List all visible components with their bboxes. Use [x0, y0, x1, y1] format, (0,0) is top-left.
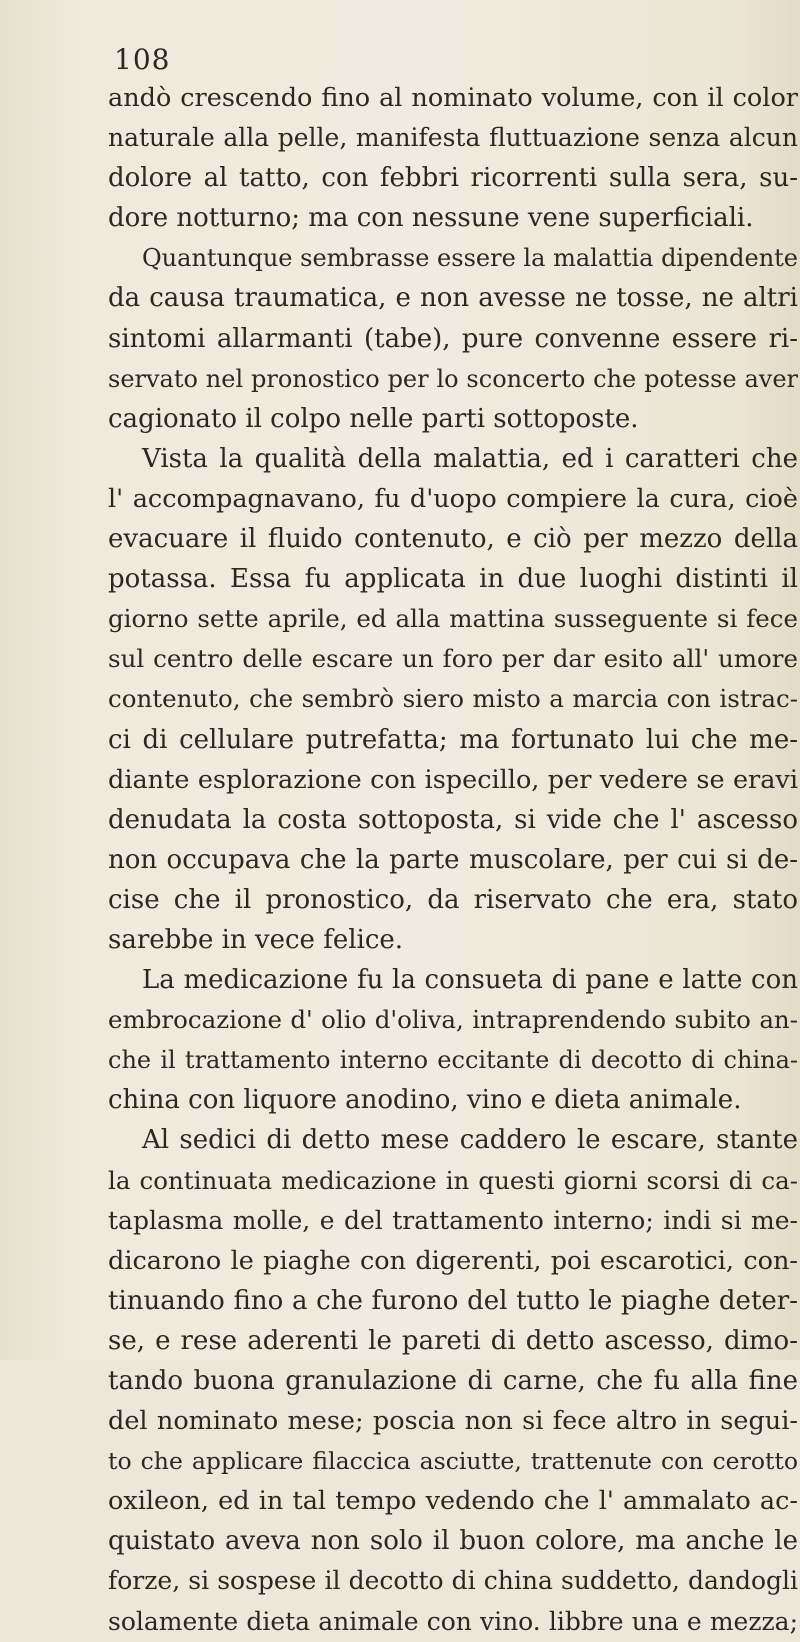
text-line: la continuata medicazione in questi giorni scorsi di ca- [108, 1165, 798, 1195]
page-number: 108 [114, 43, 171, 76]
text-line: naturale alla pelle, manifesta fluttuazione senza alcun [108, 123, 798, 153]
text-line: cagionato il colpo nelle parti sottoposte. [108, 403, 639, 434]
text-line: tinuando fino a che furono del tutto le piaghe deter- [108, 1285, 798, 1316]
text-line: evacuare il fluido contenuto, e ciò per mezzo della [108, 524, 798, 555]
text-line: ci di cellulare putrefatta; ma fortunato lui che me- [108, 724, 798, 755]
text-line: embrocazione d' olio d'oliva, intraprendendo subito an- [108, 1005, 798, 1035]
text-line: tando buona granulazione di carne, che fu alla fine [108, 1366, 798, 1396]
text-line: sintomi allarmanti (tabe), pure convenne essere ri- [108, 323, 798, 354]
text-line: diante esplorazione con ispecillo, per vedere se eravi [108, 764, 798, 795]
text-line: china con liquore anodino, vino e dieta animale. [108, 1085, 742, 1116]
text-line: Vista la qualità della malattia, ed i caratteri che [142, 443, 798, 474]
text-line: quistato aveva non solo il buon colore, ma anche le [108, 1526, 798, 1557]
text-line: se, e rese aderenti le pareti di detto ascesso, dimo- [108, 1325, 798, 1356]
text-line: dicarono le piaghe con digerenti, poi escarotici, con- [108, 1245, 798, 1276]
text-line: to che applicare filaccica asciutte, trattenute con cerotto [108, 1447, 798, 1476]
text-line: andò crescendo fino al nominato volume, con il color [108, 83, 798, 113]
text-line: oxileon, ed in tal tempo vedendo che l' ammalato ac- [108, 1486, 798, 1517]
text-line: Quantunque sembrasse essere la malattia dipendente [142, 244, 798, 273]
body-text [108, 78, 798, 1642]
text-line: dolore al tatto, con febbri ricorrenti sulla sera, su- [108, 163, 798, 194]
text-line: giorno sette aprile, ed alla mattina susseguente si fece [108, 604, 798, 634]
text-line: solamente dieta animale con vino. libbre una e mezza; [108, 1606, 798, 1636]
text-line: l' accompagnavano, fu d'uopo compiere la cura, cioè [108, 483, 798, 514]
text-line: da causa traumatica, e non avesse ne tosse, ne altri [108, 283, 798, 314]
text-line: non occupava che la parte muscolare, per cui si de- [108, 844, 798, 875]
text-line: taplasma molle, e del trattamento interno; indi si me- [108, 1205, 798, 1235]
text-line: contenuto, che sembrò siero misto a marcia con istrac- [108, 684, 798, 714]
text-line: che il trattamento interno eccitante di decotto di china- [108, 1046, 798, 1075]
text-line: potassa. Essa fu applicata in due luoghi distinti il [108, 564, 798, 595]
text-line: denudata la costa sottoposta, si vide che l' ascesso [108, 804, 798, 835]
text-line: servato nel pronostico per lo sconcerto che potesse aver [108, 364, 798, 393]
text-line: Al sedici di detto mese caddero le escare, stante [142, 1125, 798, 1156]
text-line: cise che il pronostico, da riservato che era, stato [108, 884, 798, 915]
text-line: dore notturno; ma con nessune vene superficiali. [108, 203, 754, 234]
text-line: sul centro delle escare un foro per dar esito all' umore [108, 644, 798, 674]
text-line: forze, si sospese il decotto di china suddetto, dandogli [108, 1566, 798, 1596]
text-line: La medicazione fu la consueta di pane e latte con [142, 965, 798, 996]
text-line: sarebbe in vece felice. [108, 924, 404, 955]
text-line: del nominato mese; poscia non si fece altro in segui- [108, 1406, 798, 1437]
